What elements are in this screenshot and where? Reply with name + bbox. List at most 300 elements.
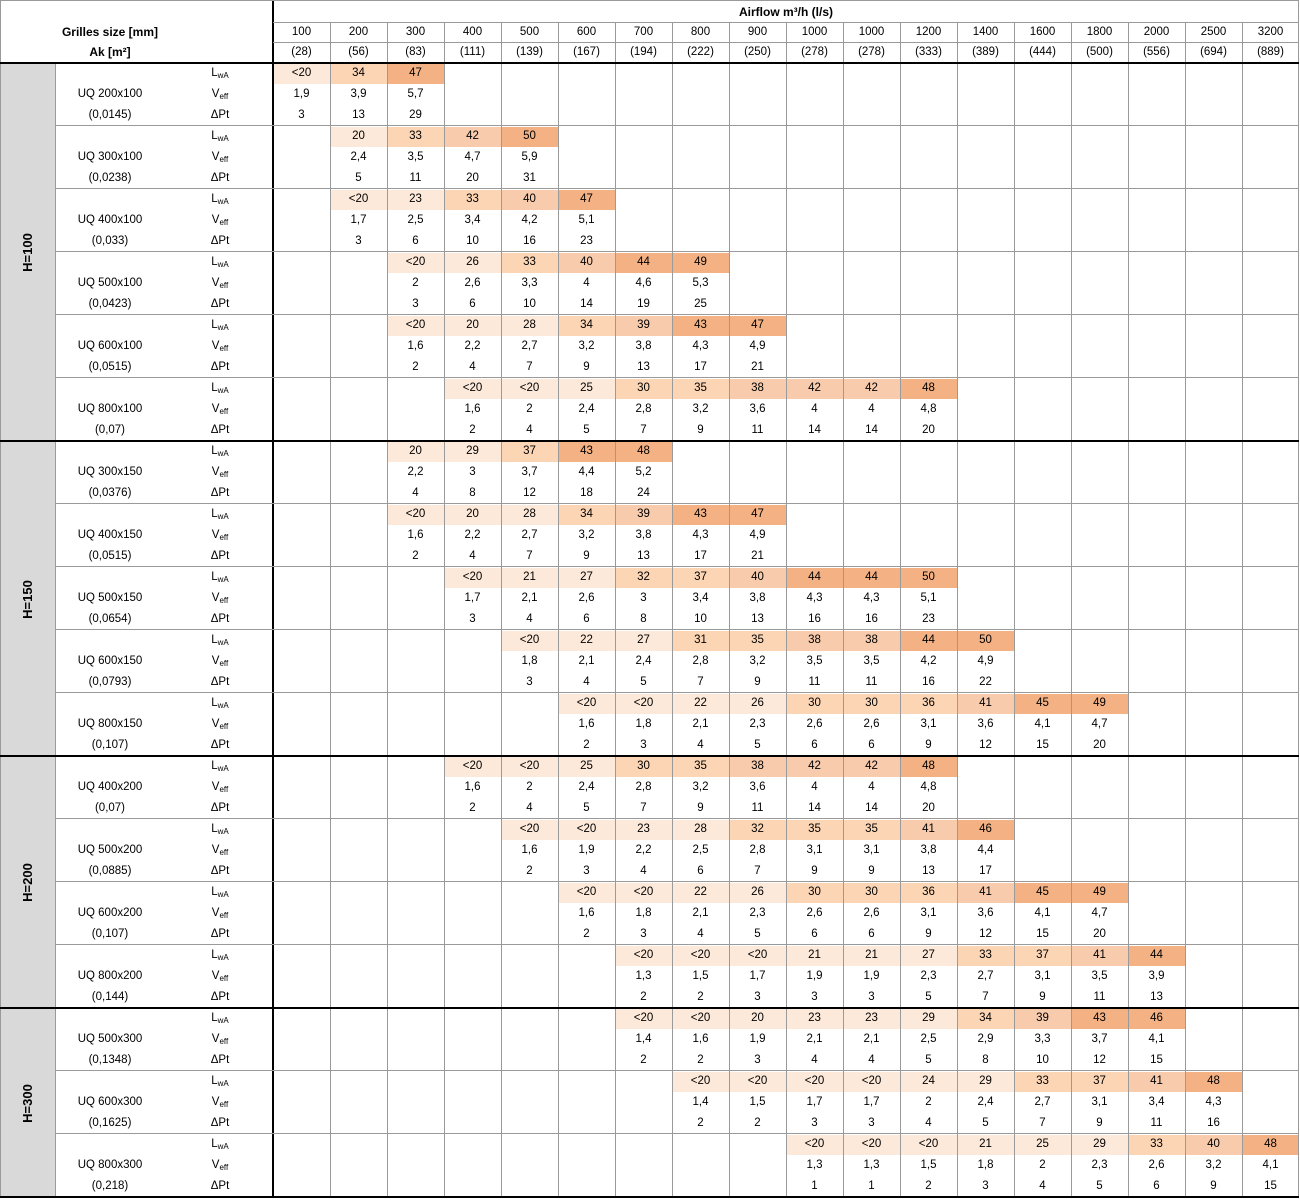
dpt-value: 21 xyxy=(751,361,764,373)
lwa-label: $L_{wA}$ xyxy=(211,319,229,332)
airflow-ls-13: (444) xyxy=(1029,46,1056,58)
lwa-value: 25 xyxy=(1036,1138,1049,1150)
veff-value: 2,5 xyxy=(692,844,709,856)
lwa-label: $L_{wA}$ xyxy=(211,634,229,647)
veff-label: $V_{eff}$ xyxy=(211,151,229,164)
dpt-value: 5 xyxy=(754,928,761,940)
lwa-value: 23 xyxy=(637,823,650,835)
dpt-value: 13 xyxy=(637,550,650,562)
lwa-value: <20 xyxy=(405,319,426,331)
grille-name: UQ 800x300 xyxy=(77,1159,143,1171)
grid-line xyxy=(501,22,502,1197)
veff-value: 2,5 xyxy=(407,214,424,226)
veff-value: 2,1 xyxy=(806,1033,823,1045)
dpt-value: 2 xyxy=(583,928,590,940)
veff-value: 2,4 xyxy=(578,781,595,793)
dpt-value: 10 xyxy=(466,235,479,247)
veff-value: 1,5 xyxy=(749,1096,766,1108)
lwa-value: 36 xyxy=(922,697,935,709)
lwa-value: 20 xyxy=(751,1012,764,1024)
veff-value: 3,5 xyxy=(407,151,424,163)
grid-line xyxy=(444,22,445,1197)
lwa-value: <20 xyxy=(633,697,654,709)
veff-value: 1,8 xyxy=(521,655,538,667)
lwa-value: 29 xyxy=(979,1075,992,1087)
veff-value: 2,7 xyxy=(521,340,538,352)
dpt-value: 11 xyxy=(1093,991,1106,1003)
veff-value: 3 xyxy=(640,592,647,604)
veff-value: 3,5 xyxy=(806,655,823,667)
grille-ak: (0,0145) xyxy=(88,109,132,121)
airflow-ls-15: (556) xyxy=(1143,46,1170,58)
veff-value: 4 xyxy=(868,781,875,793)
lwa-value: 31 xyxy=(694,634,707,646)
lwa-value: <20 xyxy=(804,1138,825,1150)
grid-line xyxy=(843,22,844,1197)
group-label-text: H=300 xyxy=(19,1083,35,1123)
grid-line xyxy=(55,63,56,1197)
grille-ak: (0,107) xyxy=(91,739,129,751)
lwa-value: 28 xyxy=(694,823,707,835)
dpt-value: 11 xyxy=(409,172,422,184)
airflow-ls-12: (389) xyxy=(972,46,999,58)
dpt-label: ΔPt xyxy=(210,802,230,814)
dpt-value: 9 xyxy=(811,865,818,877)
veff-value: 3,1 xyxy=(1034,970,1051,982)
grille-ak: (0,07) xyxy=(94,802,126,814)
lwa-value: 22 xyxy=(694,697,707,709)
dpt-value: 3 xyxy=(355,235,362,247)
airflow-ls-7: (222) xyxy=(687,46,714,58)
veff-label: $V_{eff}$ xyxy=(211,466,229,479)
veff-value: 1,9 xyxy=(578,844,595,856)
grille-name: UQ 600x300 xyxy=(77,1096,143,1108)
veff-value: 3,8 xyxy=(749,592,766,604)
grid-line xyxy=(1014,22,1015,1197)
lwa-value: 48 xyxy=(922,760,935,772)
lwa-label: $L_{wA}$ xyxy=(211,382,229,395)
grid-line xyxy=(273,22,1299,23)
group-label-H=300 xyxy=(0,1009,55,1197)
veff-value: 4,1 xyxy=(1262,1159,1279,1171)
veff-value: 3,8 xyxy=(635,529,652,541)
lwa-value: 27 xyxy=(637,634,650,646)
lwa-value: 21 xyxy=(979,1138,992,1150)
veff-value: 4,2 xyxy=(521,214,538,226)
lwa-value: 32 xyxy=(751,823,764,835)
grille-name: UQ 600x150 xyxy=(77,655,143,667)
airflow-ls-16: (694) xyxy=(1200,46,1227,58)
airflow-ls-3: (111) xyxy=(459,46,486,58)
grille-ak: (0,0793) xyxy=(88,676,132,688)
lwa-value: 43 xyxy=(580,445,593,457)
lwa-value: 26 xyxy=(466,256,479,268)
lwa-value: <20 xyxy=(690,949,711,961)
lwa-value: 44 xyxy=(865,571,878,583)
dpt-value: 31 xyxy=(523,172,536,184)
dpt-value: 4 xyxy=(697,928,704,940)
veff-value: 2 xyxy=(412,277,419,289)
grille-name: UQ 200x100 xyxy=(77,88,143,100)
veff-value: 3,3 xyxy=(1034,1033,1051,1045)
veff-label: $V_{eff}$ xyxy=(211,529,229,542)
dpt-value: 13 xyxy=(352,109,365,121)
grille-name: UQ 500x100 xyxy=(77,277,143,289)
dpt-value: 11 xyxy=(751,802,764,814)
dpt-value: 7 xyxy=(697,676,704,688)
dpt-value: 17 xyxy=(694,361,707,373)
dpt-value: 12 xyxy=(979,739,992,751)
dpt-value: 4 xyxy=(697,739,704,751)
lwa-value: 37 xyxy=(523,445,536,457)
lwa-value: 35 xyxy=(865,823,878,835)
dpt-value: 13 xyxy=(637,361,650,373)
lwa-value: 48 xyxy=(922,382,935,394)
grid-line xyxy=(55,251,1299,252)
airflow-m3h-5: 600 xyxy=(576,26,597,38)
lwa-value: 20 xyxy=(466,508,479,520)
airflow-m3h-14: 1800 xyxy=(1086,26,1113,38)
lwa-label: $L_{wA}$ xyxy=(211,508,229,521)
lwa-value: 40 xyxy=(580,256,593,268)
lwa-value: 50 xyxy=(523,130,536,142)
dpt-value: 20 xyxy=(922,424,935,436)
dpt-value: 15 xyxy=(1150,1054,1163,1066)
airflow-m3h-11: 1200 xyxy=(915,26,942,38)
veff-value: 1,9 xyxy=(293,88,310,100)
dpt-value: 20 xyxy=(922,802,935,814)
airflow-m3h-1: 200 xyxy=(348,26,369,38)
dpt-value: 3 xyxy=(868,991,875,1003)
lwa-value: <20 xyxy=(690,1012,711,1024)
veff-value: 3,3 xyxy=(521,277,538,289)
dpt-value: 5 xyxy=(754,739,761,751)
airflow-m3h-16: 2500 xyxy=(1200,26,1227,38)
grid-line xyxy=(55,629,1299,630)
dpt-value: 7 xyxy=(982,991,989,1003)
veff-value: 2,8 xyxy=(692,655,709,667)
veff-value: 3,8 xyxy=(635,340,652,352)
lwa-value: <20 xyxy=(405,256,426,268)
dpt-value: 4 xyxy=(640,865,647,877)
dpt-value: 5 xyxy=(982,1117,989,1129)
dpt-value: 16 xyxy=(865,613,878,625)
dpt-value: 24 xyxy=(637,487,650,499)
lwa-value: 41 xyxy=(979,697,992,709)
lwa-value: 33 xyxy=(466,193,479,205)
lwa-value: <20 xyxy=(861,1075,882,1087)
veff-value: 5,1 xyxy=(920,592,937,604)
lwa-value: 40 xyxy=(751,571,764,583)
grid-line xyxy=(273,42,1299,43)
dpt-value: 7 xyxy=(526,550,533,562)
veff-value: 3,4 xyxy=(692,592,709,604)
dpt-value: 9 xyxy=(697,424,704,436)
lwa-value: 29 xyxy=(466,445,479,457)
lwa-value: 42 xyxy=(865,382,878,394)
lwa-label: $L_{wA}$ xyxy=(211,571,229,584)
dpt-value: 4 xyxy=(469,550,476,562)
lwa-value: 27 xyxy=(922,949,935,961)
lwa-value: <20 xyxy=(576,697,597,709)
grille-name: UQ 800x100 xyxy=(77,403,143,415)
dpt-value: 3 xyxy=(868,1117,875,1129)
grille-ak: (0,0515) xyxy=(88,361,132,373)
lwa-value: 37 xyxy=(1036,949,1049,961)
grille-size-label: Grilles size [mm] xyxy=(61,25,159,39)
dpt-value: 5 xyxy=(583,802,590,814)
lwa-value: 38 xyxy=(808,634,821,646)
dpt-value: 7 xyxy=(754,865,761,877)
grille-ak: (0,1348) xyxy=(88,1054,132,1066)
grille-name: UQ 600x200 xyxy=(77,907,143,919)
grid-line xyxy=(387,22,388,1197)
dpt-value: 16 xyxy=(808,613,821,625)
dpt-value: 4 xyxy=(1039,1180,1046,1192)
veff-value: 2,4 xyxy=(635,655,652,667)
airflow-ls-0: (28) xyxy=(291,46,312,58)
grid-line xyxy=(55,503,1299,504)
dpt-value: 15 xyxy=(1036,739,1049,751)
dpt-value: 3 xyxy=(754,1054,761,1066)
grille-name: UQ 500x300 xyxy=(77,1033,143,1045)
dpt-value: 4 xyxy=(583,676,590,688)
lwa-value: 44 xyxy=(637,256,650,268)
lwa-value: 39 xyxy=(637,508,650,520)
dpt-value: 4 xyxy=(526,613,533,625)
veff-value: 2,6 xyxy=(1148,1159,1165,1171)
veff-value: 2 xyxy=(925,1096,932,1108)
lwa-value: <20 xyxy=(633,886,654,898)
veff-value: 4 xyxy=(811,403,818,415)
veff-value: 4,8 xyxy=(920,403,937,415)
lwa-label: $L_{wA}$ xyxy=(211,760,229,773)
dpt-value: 17 xyxy=(694,550,707,562)
veff-value: 2,6 xyxy=(806,907,823,919)
veff-value: 1,3 xyxy=(806,1159,823,1171)
lwa-value: <20 xyxy=(462,382,483,394)
lwa-value: 48 xyxy=(637,445,650,457)
veff-value: 2 xyxy=(526,403,533,415)
veff-value: 4,7 xyxy=(1091,718,1108,730)
airflow-ls-6: (194) xyxy=(630,46,657,58)
lwa-value: 37 xyxy=(1093,1075,1106,1087)
veff-value: 3,5 xyxy=(863,655,880,667)
grille-ak: (0,0376) xyxy=(88,487,132,499)
veff-value: 2,3 xyxy=(920,970,937,982)
airflow-ls-4: (139) xyxy=(516,46,543,58)
dpt-value: 14 xyxy=(808,424,821,436)
veff-value: 2,1 xyxy=(578,655,595,667)
veff-value: 3,8 xyxy=(920,844,937,856)
dpt-value: 23 xyxy=(580,235,593,247)
veff-value: 4,1 xyxy=(1148,1033,1165,1045)
dpt-value: 2 xyxy=(469,802,476,814)
veff-value: 2,4 xyxy=(977,1096,994,1108)
group-label-H=100 xyxy=(0,64,55,441)
lwa-label: $L_{wA}$ xyxy=(211,1138,229,1151)
dpt-value: 8 xyxy=(469,487,476,499)
veff-value: 3,2 xyxy=(692,781,709,793)
dpt-value: 9 xyxy=(697,802,704,814)
lwa-value: 33 xyxy=(1036,1075,1049,1087)
veff-value: 3,6 xyxy=(977,718,994,730)
ak-label: Ak [m²] xyxy=(89,45,131,59)
veff-value: 1,8 xyxy=(635,907,652,919)
veff-value: 3 xyxy=(469,466,476,478)
lwa-label: $L_{wA}$ xyxy=(211,823,229,836)
veff-value: 4,4 xyxy=(578,466,595,478)
veff-value: 2,2 xyxy=(635,844,652,856)
dpt-value: 3 xyxy=(640,928,647,940)
grid-line xyxy=(0,440,1299,442)
veff-value: 2,3 xyxy=(749,718,766,730)
lwa-value: 40 xyxy=(1207,1138,1220,1150)
lwa-value: 23 xyxy=(808,1012,821,1024)
grid-line xyxy=(330,22,331,1197)
lwa-value: <20 xyxy=(804,1075,825,1087)
airflow-m3h-7: 800 xyxy=(690,26,711,38)
veff-value: 1,5 xyxy=(692,970,709,982)
lwa-value: 41 xyxy=(979,886,992,898)
grid-line xyxy=(786,22,787,1197)
lwa-value: <20 xyxy=(462,571,483,583)
grid-line xyxy=(1185,22,1186,1197)
lwa-label: $L_{wA}$ xyxy=(211,193,229,206)
veff-value: 2,6 xyxy=(863,907,880,919)
lwa-value: <20 xyxy=(348,193,369,205)
veff-label: $V_{eff}$ xyxy=(211,1159,229,1172)
veff-value: 1,6 xyxy=(521,844,538,856)
dpt-value: 4 xyxy=(925,1117,932,1129)
dpt-value: 25 xyxy=(694,298,707,310)
lwa-value: 39 xyxy=(637,319,650,331)
airflow-ls-8: (250) xyxy=(744,46,771,58)
grid-line xyxy=(0,755,1299,757)
grid-line xyxy=(615,22,616,1197)
lwa-value: <20 xyxy=(519,760,540,772)
lwa-value: 43 xyxy=(694,319,707,331)
lwa-value: 38 xyxy=(751,382,764,394)
dpt-value: 3 xyxy=(640,739,647,751)
grid-line xyxy=(55,1070,1299,1071)
veff-value: 4,3 xyxy=(692,529,709,541)
lwa-label: $L_{wA}$ xyxy=(211,130,229,143)
dpt-value: 6 xyxy=(583,613,590,625)
veff-value: 2,3 xyxy=(749,907,766,919)
dpt-value: 14 xyxy=(865,802,878,814)
veff-value: 1,3 xyxy=(863,1159,880,1171)
lwa-value: 34 xyxy=(352,67,365,79)
veff-value: 2,2 xyxy=(407,466,424,478)
airflow-m3h-2: 300 xyxy=(405,26,426,38)
veff-label: $V_{eff}$ xyxy=(211,970,229,983)
veff-value: 3,9 xyxy=(350,88,367,100)
grille-ak: (0,033) xyxy=(91,235,129,247)
lwa-value: 42 xyxy=(865,760,878,772)
grille-name: UQ 800x200 xyxy=(77,970,143,982)
lwa-value: 25 xyxy=(580,382,593,394)
lwa-value: <20 xyxy=(690,1075,711,1087)
dpt-value: 5 xyxy=(583,424,590,436)
dpt-label: ΔPt xyxy=(210,424,230,436)
lwa-label: $L_{wA}$ xyxy=(211,949,229,962)
veff-value: 4,9 xyxy=(749,529,766,541)
dpt-value: 9 xyxy=(1210,1180,1217,1192)
lwa-label: $L_{wA}$ xyxy=(211,697,229,710)
dpt-value: 5 xyxy=(1096,1180,1103,1192)
grid-line xyxy=(558,22,559,1197)
dpt-value: 3 xyxy=(412,298,419,310)
veff-value: 4,9 xyxy=(977,655,994,667)
dpt-value: 6 xyxy=(868,739,875,751)
veff-label: $V_{eff}$ xyxy=(211,718,229,731)
lwa-value: <20 xyxy=(291,67,312,79)
lwa-label: $L_{wA}$ xyxy=(211,1012,229,1025)
dpt-value: 2 xyxy=(640,1054,647,1066)
lwa-value: 38 xyxy=(865,634,878,646)
lwa-value: 26 xyxy=(751,697,764,709)
dpt-value: 3 xyxy=(811,991,818,1003)
airflow-m3h-4: 500 xyxy=(519,26,540,38)
dpt-value: 7 xyxy=(1039,1117,1046,1129)
veff-value: 4 xyxy=(583,277,590,289)
dpt-value: 7 xyxy=(640,802,647,814)
veff-value: 2,5 xyxy=(920,1033,937,1045)
veff-value: 1,6 xyxy=(407,529,424,541)
veff-value: 1,6 xyxy=(578,907,595,919)
lwa-value: 50 xyxy=(922,571,935,583)
lwa-value: 42 xyxy=(808,760,821,772)
lwa-value: 49 xyxy=(694,256,707,268)
veff-value: 4,3 xyxy=(806,592,823,604)
veff-value: 1,6 xyxy=(578,718,595,730)
veff-value: 2,1 xyxy=(863,1033,880,1045)
lwa-value: 33 xyxy=(523,256,536,268)
dpt-value: 20 xyxy=(1093,739,1106,751)
lwa-value: 43 xyxy=(694,508,707,520)
dpt-value: 2 xyxy=(640,991,647,1003)
veff-value: 1,9 xyxy=(749,1033,766,1045)
veff-value: 2,1 xyxy=(692,718,709,730)
veff-label: $V_{eff}$ xyxy=(211,592,229,605)
lwa-label: $L_{wA}$ xyxy=(211,67,229,80)
dpt-value: 29 xyxy=(409,109,422,121)
airflow-ls-10: (278) xyxy=(858,46,885,58)
dpt-value: 1 xyxy=(811,1180,818,1192)
grille-ak: (0,107) xyxy=(91,928,129,940)
dpt-value: 2 xyxy=(412,550,419,562)
veff-value: 3,5 xyxy=(1091,970,1108,982)
lwa-value: 50 xyxy=(979,634,992,646)
airflow-ls-9: (278) xyxy=(801,46,828,58)
grid-line xyxy=(55,944,1299,945)
veff-value: 1,6 xyxy=(464,781,481,793)
dpt-value: 4 xyxy=(412,487,419,499)
airflow-m3h-6: 700 xyxy=(633,26,654,38)
dpt-value: 4 xyxy=(868,1054,875,1066)
grille-name: UQ 800x150 xyxy=(77,718,143,730)
lwa-value: 21 xyxy=(808,949,821,961)
dpt-label: ΔPt xyxy=(210,1117,230,1129)
grid-line xyxy=(0,1196,1299,1198)
dpt-value: 13 xyxy=(751,613,764,625)
grid-line xyxy=(0,0,1,1197)
dpt-value: 10 xyxy=(523,298,536,310)
airflow-label: Airflow m³/h (l/s) xyxy=(739,5,833,19)
dpt-value: 3 xyxy=(469,613,476,625)
lwa-value: <20 xyxy=(633,949,654,961)
